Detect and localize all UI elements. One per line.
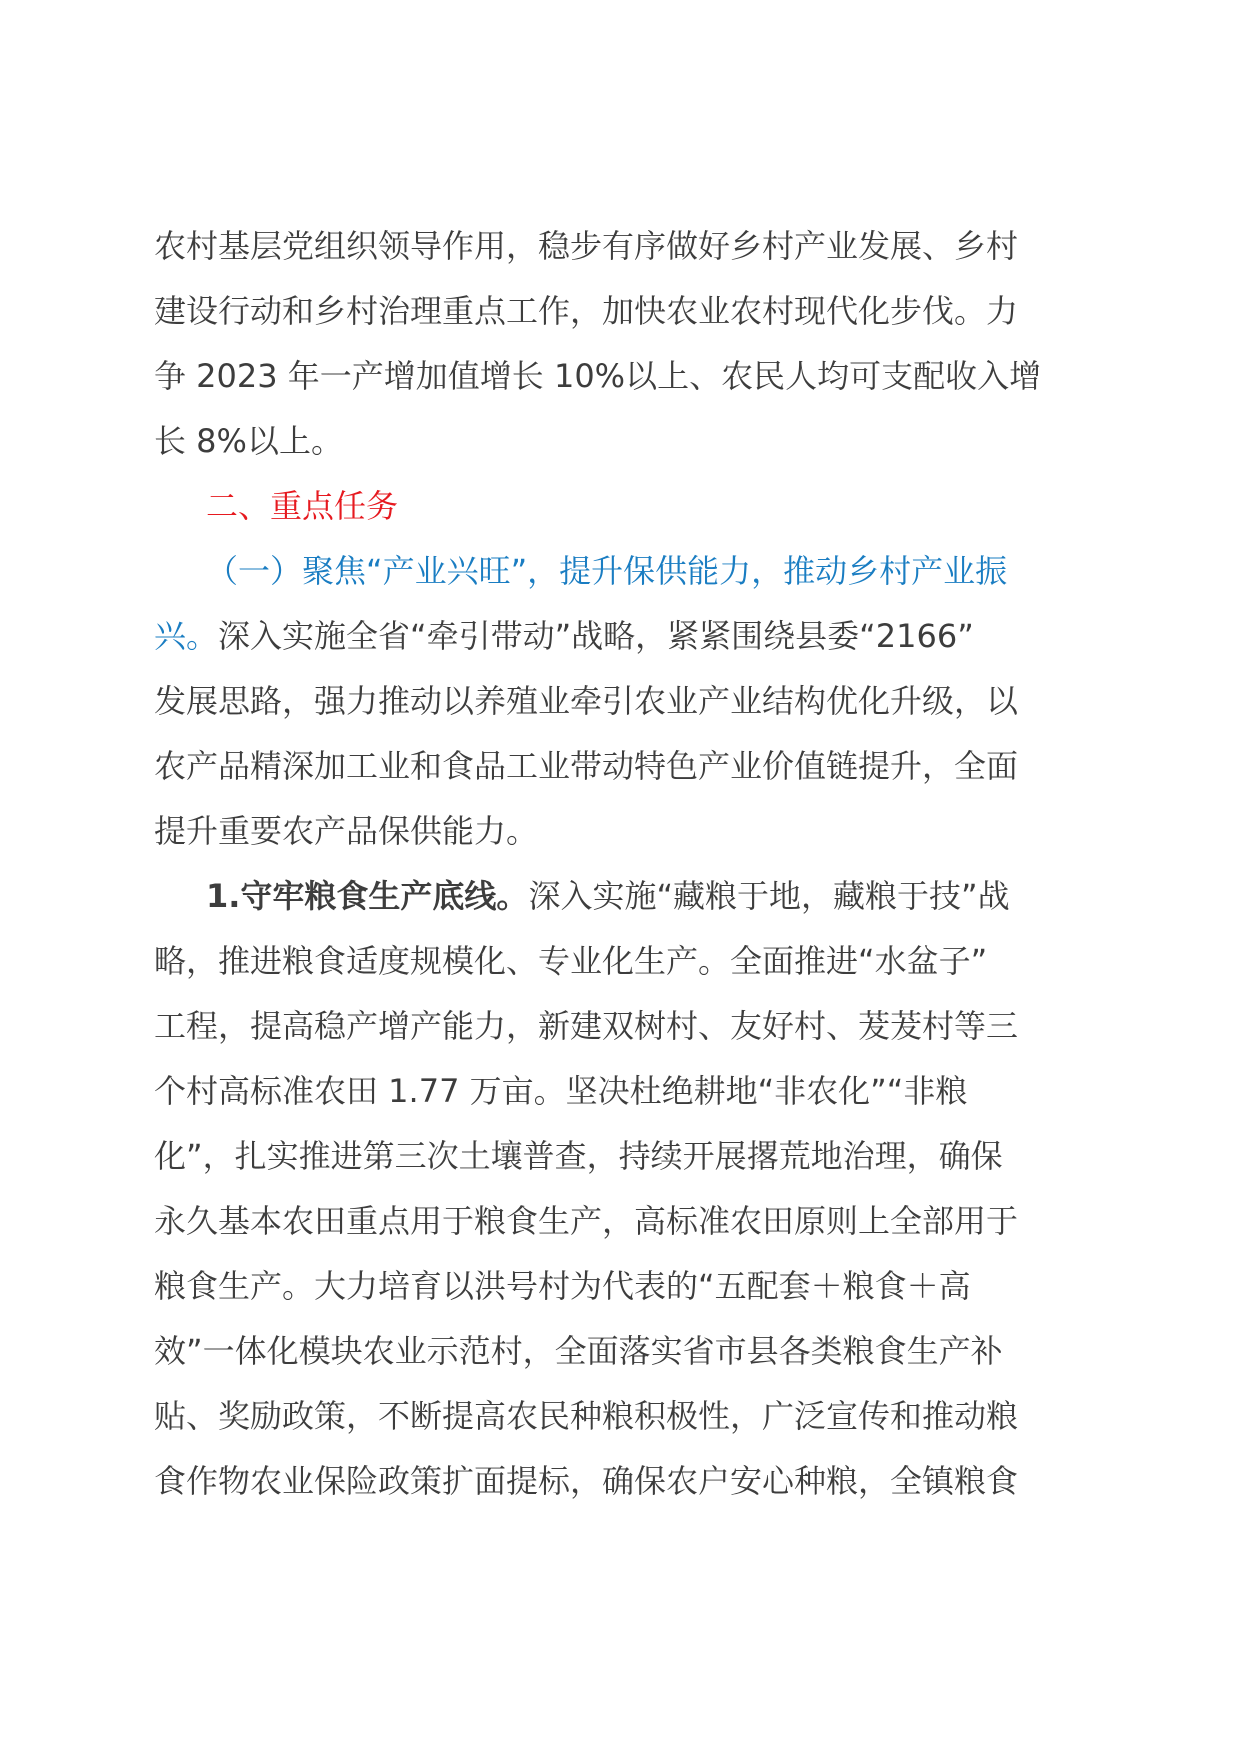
text-line: 争 2023 年一产增加值增长 10%以上、农民人均可支配收入增 [154, 357, 1042, 395]
text-line: 建设行动和乡村治理重点工作，加快农业农村现代化步伐。力 [154, 292, 1019, 330]
text-span: 深入实施“藏粮于地，藏粮于技”战 [528, 877, 1010, 915]
text-line: 略，推进粮食适度规模化、专业化生产。全面推进“水盆子” [154, 942, 988, 980]
text-line: 效”一体化模块农业示范村，全面落实省市县各类粮食生产补 [154, 1332, 1003, 1370]
text-line: 化”，扎实推进第三次土壤普查，持续开展撂荒地治理，确保 [154, 1137, 1003, 1175]
text-line: 个村高标准农田 1.77 万亩。坚决杜绝耕地“非农化”“非粮 [154, 1072, 968, 1110]
paragraph-industry [154, 539, 1084, 864]
subsection-heading: （一）聚焦“产业兴旺”，提升保供能力，推动乡村产业振 [206, 552, 1008, 590]
paragraph-continuation [154, 214, 1084, 474]
text-line: 食作物农业保险政策扩面提标，确保农户安心种粮，全镇粮食 [154, 1462, 1019, 1500]
text-line: 永久基本农田重点用于粮食生产，高标准农田原则上全部用于 [154, 1202, 1019, 1240]
text-line: 粮食生产。大力培育以洪号村为代表的“五配套＋粮食＋高 [154, 1267, 971, 1305]
text-line: 长 8%以上。 [154, 422, 343, 460]
document-body [154, 214, 1084, 1514]
text-line: 发展思路，强力推动以养殖业牵引农业产业结构优化升级，以 [154, 682, 1019, 720]
subsection-heading-end: 兴。 [154, 617, 219, 655]
text-line: 提升重要农产品保供能力。 [154, 812, 539, 850]
text-line: 农产品精深加工业和食品工业带动特色产业价值链提升，全面 [154, 747, 1019, 785]
section-heading: 二、重点任务 [206, 487, 399, 525]
text-span: 深入实施全省“牵引带动”战略，紧紧围绕县委“2166” [218, 617, 974, 655]
text-line [154, 604, 1084, 669]
text-line [154, 864, 1084, 929]
item-heading: 1.守牢粮食生产底线。 [206, 877, 529, 915]
text-line: 农村基层党组织领导作用，稳步有序做好乡村产业发展、乡村 [154, 227, 1019, 265]
text-line: 贴、奖励政策，不断提高农民种粮积极性，广泛宣传和推动粮 [154, 1397, 1019, 1435]
text-line: 工程，提高稳产增产能力，新建双树村、友好村、茇茇村等三 [154, 1007, 1019, 1045]
paragraph-grain-production [154, 864, 1084, 1514]
